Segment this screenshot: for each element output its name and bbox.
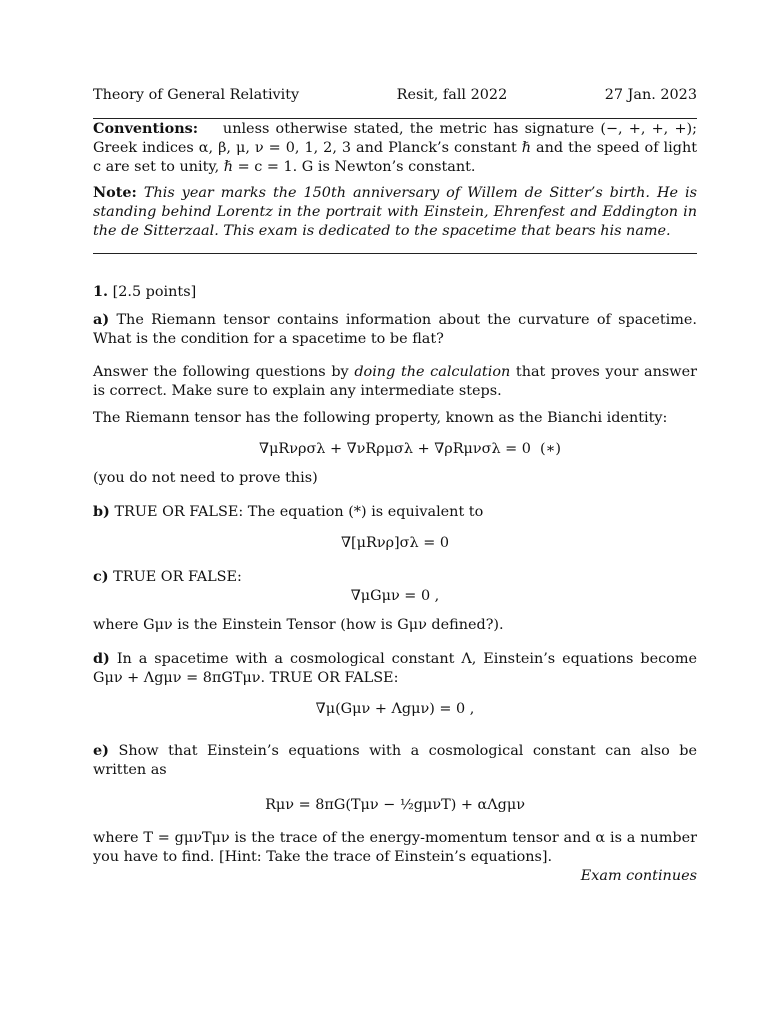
part-e-where: where T = gμνTμν is the trace of the energy-momentum tensor and α is a number you have to find. [Hint: Take the trace of Einstein’s equations]. — [93, 830, 697, 865]
exam-session: Resit, fall 2022 — [396, 87, 508, 103]
part-d-equation: ∇μ(Gμν + Λgμν) = 0 , — [315, 701, 475, 717]
conventions-text: unless otherwise stated, the metric has signature (−, +, +, +); Greek indices α, β, μ, ν = 0, 1, 2, 3 and Planck’s constant ℏ and the speed of light c are set to unity, ℏ = c = 1. G is Newton’s constant. — [93, 121, 697, 175]
conventions-label: Conventions: — [93, 120, 199, 137]
part-a-label: a) — [93, 311, 110, 328]
part-c-label: c) — [93, 568, 109, 585]
part-c — [93, 567, 697, 587]
instructions-emphasis: doing the calculation — [354, 364, 511, 380]
part-a-text: The Riemann tensor contains information about the curvature of spacetime. What is the condition for a spacetime to be flat? — [93, 312, 697, 347]
part-b-label: b) — [93, 503, 110, 520]
part-c-where: where Gμν is the Einstein Tensor (how is Gμν defined?). — [93, 617, 504, 633]
equation-tag: (∗) — [539, 441, 561, 457]
question-number: 1. — [93, 283, 109, 300]
exam-date: 27 Jan. 2023 — [604, 87, 697, 103]
part-b — [93, 502, 697, 522]
instructions-pre: Answer the following questions by — [93, 364, 355, 380]
bottom-rule — [93, 253, 697, 254]
instructions — [93, 363, 697, 401]
exam-continues: Exam continues — [580, 868, 697, 884]
course-title: Theory of General Relativity — [93, 87, 300, 103]
part-b-equation: ∇[μRνρ]σλ = 0 — [341, 535, 449, 551]
part-e-label: e) — [93, 742, 109, 759]
note-text: This year marks the 150th anniversary of Willem de Sitter’s birth. He is standing behind Lorentz in the portrait with Einstein, Ehrenfest and Eddington in the de Sitterzaal. This exam is dedicated to the spacetime that bears his name. — [93, 185, 697, 239]
instructions-post: that proves your answer is correct. Make sure to explain any intermediate steps. — [93, 364, 697, 399]
exam-page — [93, 86, 697, 886]
note-paragraph — [93, 183, 697, 241]
page-header — [93, 86, 697, 108]
part-c-equation: ∇μGμν = 0 , — [350, 588, 440, 604]
question-1-heading — [93, 282, 697, 302]
part-e-equation: Rμν = 8πG(Tμν − ½gμνT) + αΛgμν — [265, 797, 525, 813]
bianchi-equation — [93, 440, 697, 459]
part-e — [93, 741, 697, 780]
part-c-text: TRUE OR FALSE: — [113, 569, 242, 585]
part-e-text: Show that Einstein’s equations with a cosmological constant can also be written as — [93, 743, 697, 778]
part-d-text: In a spacetime with a cosmological constant Λ, Einstein’s equations become Gμν + Λgμν = 8πGTμν. TRUE OR FALSE: — [93, 651, 697, 686]
bianchi-equation-text: ∇μRνρσλ + ∇νRρμσλ + ∇ρRμνσλ = 0 — [259, 441, 531, 457]
note-label: Note: — [93, 184, 137, 201]
part-b-text: TRUE OR FALSE: The equation (*) is equivalent to — [114, 504, 484, 520]
no-prove-note: (you do not need to prove this) — [93, 470, 318, 486]
part-d-label: d) — [93, 650, 110, 667]
part-a — [93, 310, 697, 349]
bianchi-intro: The Riemann tensor has the following property, known as the Bianchi identity: — [93, 410, 668, 426]
conventions-paragraph — [93, 119, 697, 177]
part-d — [93, 649, 697, 688]
question-points: [2.5 points] — [112, 284, 197, 300]
